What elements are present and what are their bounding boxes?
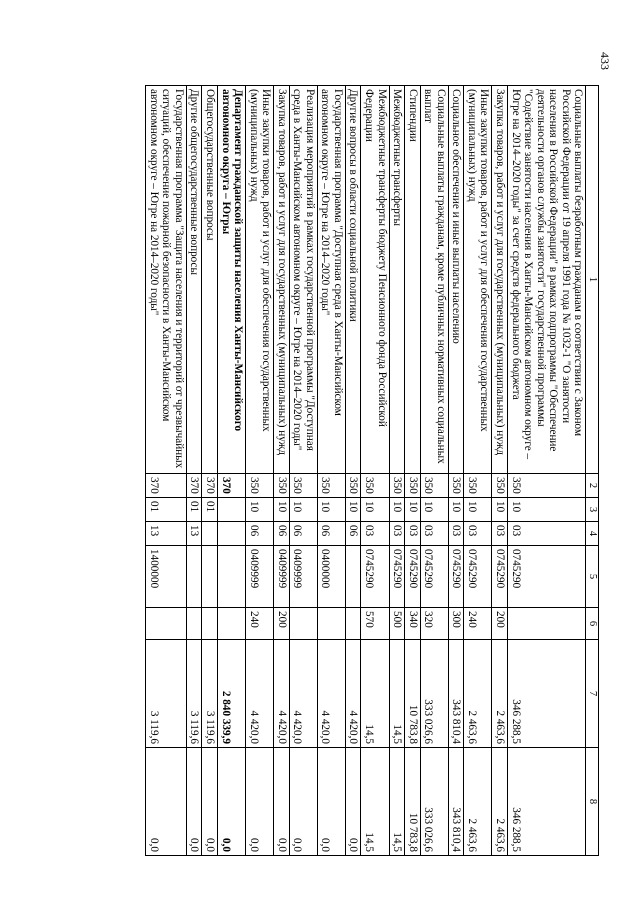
section-code-cell: 01 (146, 498, 187, 522)
ministry-code-cell: 370 (186, 474, 202, 498)
amount-total-cell: 3 119,6 (146, 640, 187, 748)
description-cell: Иные закупки товаров, работ и услуг для обеспечения государственных (муниципальных) нужд (246, 86, 274, 474)
description-cell: Иные закупки товаров, работ и услуг для обеспечения государственных (муниципальных) нужд (464, 86, 492, 474)
expense-type-cell: 500 (389, 608, 405, 640)
amount-federal-cell: 0,0 (146, 748, 187, 856)
section-code-cell: 10 (420, 498, 448, 522)
amount-federal-cell: 10 783,8 (405, 748, 421, 856)
target-item-cell: 0745290 (507, 546, 585, 608)
target-item-cell: 0745290 (389, 546, 405, 608)
amount-total-cell: 343 810,4 (448, 640, 464, 748)
amount-total-cell: 2 463,6 (464, 640, 492, 748)
description-cell: Стипендии (405, 86, 421, 474)
ministry-code-cell: 350 (507, 474, 585, 498)
amount-federal-cell: 0,0 (317, 748, 345, 856)
amount-total-cell: 4 420,0 (289, 640, 317, 748)
description-cell: Государственная программа "Доступная среда в Ханты-Мансийском автономном округе – Югре на 2014–2020 годы" (317, 86, 345, 474)
description-cell: Государственная программа "Защита населения и территорий от чрезвычайных ситуаций, обеспечение пожарной безопасности в Ханты-Мансийском автономном округе – Югре на 2014–2020 годы" (146, 86, 187, 474)
expense-type-cell: 200 (274, 608, 290, 640)
target-item-cell: 0409999 (289, 546, 317, 608)
description-cell: Другие общегосударственные вопросы (186, 86, 202, 474)
subsection-code-cell: 03 (492, 522, 508, 546)
table-row (361, 86, 389, 856)
target-item-cell: 0409999 (274, 546, 290, 608)
subsection-code-cell: 03 (448, 522, 464, 546)
subsection-code-cell: 06 (274, 522, 290, 546)
section-code-cell: 01 (202, 498, 218, 522)
header-row (586, 86, 599, 856)
amount-total-cell: 14,5 (389, 640, 405, 748)
amount-federal-cell: 0,0 (345, 748, 361, 856)
description-cell: Социальное обеспечение и иные выплаты населению (448, 86, 464, 474)
ministry-code-cell: 370 (146, 474, 187, 498)
amount-federal-cell: 0,0 (246, 748, 274, 856)
amount-total-cell: 10 783,8 (405, 640, 421, 748)
amount-total-cell: 4 420,0 (274, 640, 290, 748)
section-code-cell: 10 (448, 498, 464, 522)
target-item-cell: 1400000 (146, 546, 187, 608)
table-row (345, 86, 361, 856)
table-row (507, 86, 585, 856)
section-code-cell: 10 (361, 498, 389, 522)
ministry-code-cell: 350 (420, 474, 448, 498)
table-row (405, 86, 421, 856)
header-cell: 6 (586, 608, 599, 640)
amount-total-cell: 14,5 (361, 640, 389, 748)
section-code-cell: 10 (274, 498, 290, 522)
ministry-code-cell: 350 (448, 474, 464, 498)
section-code-cell: 10 (492, 498, 508, 522)
page-number: 433 (598, 52, 612, 70)
header-cell: 2 (586, 474, 599, 498)
amount-total-cell: 346 288,5 (507, 640, 585, 748)
expense-type-cell: 240 (246, 608, 274, 640)
amount-total-cell: 4 420,0 (345, 640, 361, 748)
section-code-cell: 01 (186, 498, 202, 522)
target-item-cell: 0409999 (246, 546, 274, 608)
ministry-code-cell: 350 (289, 474, 317, 498)
ministry-code-cell: 350 (464, 474, 492, 498)
header-cell: 8 (586, 748, 599, 856)
target-item-cell (202, 546, 218, 608)
description-cell: Департамент гражданской защиты населения Ханты-Мансийского автономного округа – Югры (218, 86, 246, 474)
table-row (246, 86, 274, 856)
table-row (202, 86, 218, 856)
section-code-cell: 10 (246, 498, 274, 522)
amount-federal-cell: 0,0 (186, 748, 202, 856)
header-cell: 3 (586, 498, 599, 522)
amount-total-cell: 2 840 339,9 (218, 640, 246, 748)
description-cell: Другие вопросы в области социальной политики (345, 86, 361, 474)
amount-federal-cell: 346 288,5 (507, 748, 585, 856)
section-code-cell: 10 (405, 498, 421, 522)
target-item-cell (218, 546, 246, 608)
subsection-code-cell (202, 522, 218, 546)
table-row (146, 86, 187, 856)
description-cell: Межбюджетные трансферты бюджету Пенсионного фонда Российской Федерации (361, 86, 389, 474)
header-cell: 4 (586, 522, 599, 546)
amount-federal-cell: 2 463,6 (464, 748, 492, 856)
target-item-cell: 0745290 (361, 546, 389, 608)
target-item-cell: 0745290 (492, 546, 508, 608)
ministry-code-cell: 350 (492, 474, 508, 498)
ministry-code-cell: 370 (218, 474, 246, 498)
header-cell: 1 (586, 86, 599, 474)
table-row (389, 86, 405, 856)
expense-type-cell (186, 608, 202, 640)
section-code-cell: 10 (464, 498, 492, 522)
subsection-code-cell: 06 (345, 522, 361, 546)
subsection-code-cell: 03 (420, 522, 448, 546)
subsection-code-cell: 06 (317, 522, 345, 546)
rotated-page (79, 85, 599, 855)
target-item-cell: 0745290 (405, 546, 421, 608)
section-code-cell (218, 498, 246, 522)
amount-total-cell: 4 420,0 (246, 640, 274, 748)
table-row (317, 86, 345, 856)
subsection-code-cell: 13 (186, 522, 202, 546)
expense-type-cell (317, 608, 345, 640)
amount-total-cell: 333 026,6 (420, 640, 448, 748)
subsection-code-cell: 03 (464, 522, 492, 546)
table-body (146, 86, 586, 856)
amount-federal-cell: 14,5 (361, 748, 389, 856)
expense-type-cell: 240 (464, 608, 492, 640)
subsection-code-cell: 06 (246, 522, 274, 546)
ministry-code-cell: 370 (202, 474, 218, 498)
expense-type-cell (202, 608, 218, 640)
amount-total-cell: 4 420,0 (317, 640, 345, 748)
target-item-cell: 0745290 (464, 546, 492, 608)
amount-federal-cell: 2 463,6 (492, 748, 508, 856)
description-cell: Закупка товаров, работ и услуг для государственных (муниципальных) нужд (492, 86, 508, 474)
table-row (464, 86, 492, 856)
ministry-code-cell: 350 (317, 474, 345, 498)
ministry-code-cell: 350 (246, 474, 274, 498)
ministry-code-cell: 350 (389, 474, 405, 498)
table-row (289, 86, 317, 856)
amount-total-cell: 3 119,6 (202, 640, 218, 748)
expense-type-cell: 570 (361, 608, 389, 640)
description-cell: Закупка товаров, работ и услуг для государственных (муниципальных) нужд (274, 86, 290, 474)
amount-federal-cell: 0,0 (218, 748, 246, 856)
section-code-cell: 10 (345, 498, 361, 522)
description-cell: Социальные выплаты гражданам, кроме публичных нормативных социальных выплат (420, 86, 448, 474)
section-code-cell: 10 (317, 498, 345, 522)
budget-table (145, 85, 599, 856)
table-row (492, 86, 508, 856)
subsection-code-cell: 13 (146, 522, 187, 546)
ministry-code-cell: 350 (345, 474, 361, 498)
table-row (274, 86, 290, 856)
description-cell: Реализация мероприятий в рамках государственной программы "Доступная среда в Ханты-Мансийском автономном округе – Югре на 2014–2020 годы" (289, 86, 317, 474)
ministry-code-cell: 350 (361, 474, 389, 498)
amount-federal-cell: 333 026,6 (420, 748, 448, 856)
table-row (218, 86, 246, 856)
target-item-cell: 0400000 (317, 546, 345, 608)
expense-type-cell: 200 (492, 608, 508, 640)
ministry-code-cell: 350 (405, 474, 421, 498)
subsection-code-cell: 06 (289, 522, 317, 546)
target-item-cell: 0745290 (420, 546, 448, 608)
description-cell: Общегосударственные вопросы (202, 86, 218, 474)
expense-type-cell (146, 608, 187, 640)
amount-federal-cell: 0,0 (289, 748, 317, 856)
subsection-code-cell: 03 (507, 522, 585, 546)
expense-type-cell: 320 (420, 608, 448, 640)
subsection-code-cell: 03 (405, 522, 421, 546)
header-cell: 5 (586, 546, 599, 608)
target-item-cell (345, 546, 361, 608)
description-cell: Межбюджетные трансферты (389, 86, 405, 474)
table-row (448, 86, 464, 856)
amount-federal-cell: 0,0 (202, 748, 218, 856)
expense-type-cell (507, 608, 585, 640)
section-code-cell: 10 (289, 498, 317, 522)
section-code-cell: 10 (507, 498, 585, 522)
amount-federal-cell: 14,5 (389, 748, 405, 856)
ministry-code-cell: 350 (274, 474, 290, 498)
amount-total-cell: 3 119,6 (186, 640, 202, 748)
table-row (420, 86, 448, 856)
target-item-cell (186, 546, 202, 608)
expense-type-cell: 300 (448, 608, 464, 640)
subsection-code-cell: 03 (389, 522, 405, 546)
expense-type-cell: 340 (405, 608, 421, 640)
amount-total-cell: 2 463,6 (492, 640, 508, 748)
expense-type-cell (345, 608, 361, 640)
target-item-cell: 0745290 (448, 546, 464, 608)
expense-type-cell (289, 608, 317, 640)
header-cell: 7 (586, 640, 599, 748)
section-code-cell: 10 (389, 498, 405, 522)
table-row (186, 86, 202, 856)
expense-type-cell (218, 608, 246, 640)
amount-federal-cell: 0,0 (274, 748, 290, 856)
subsection-code-cell (218, 522, 246, 546)
description-cell: Социальные выплаты безработным гражданам в соответствии с Законом Российской Федерации от 19 апреля 1991 года № 1032-1 "О занятости населения в Российской Федерации" в рамках подпрограммы "Обеспечение деятельности органов службы занятости" государственной программы "Содействие занятости населения в Ханты-Мансийском автономном округе – Югре на 2014–2020 годы" за счет средств федерального бюджета (507, 86, 585, 474)
amount-federal-cell: 343 810,4 (448, 748, 464, 856)
subsection-code-cell: 03 (361, 522, 389, 546)
